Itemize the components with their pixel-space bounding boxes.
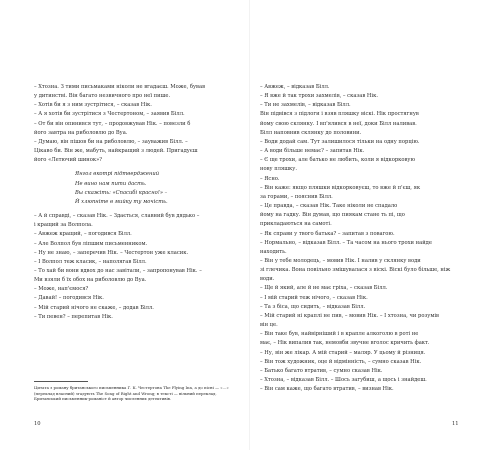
- text-line: – От би він опинився тут, – продовжував Нік. – повезли б: [34, 120, 191, 127]
- text-line: йому на гадку. Він думав, що пиякам стане ть пі, що: [260, 212, 405, 219]
- text-line: води.: [260, 276, 275, 283]
- text-line: – І Волпол теж класик, – наполягав Білл.: [34, 258, 147, 265]
- text-line: зі глечика. Вона повільно змішувалася з віскі. Віскі було більше, ніж: [260, 267, 451, 274]
- page-number-right: 11: [452, 421, 459, 427]
- text-line: – Ну, він же лікар. А мій старий – маляр. У цьому й різниця.: [260, 349, 426, 356]
- poem-line: Янгол вкотрі підтверджений: [75, 171, 160, 178]
- text-line: Ми взяли б їх обох на риболовлю до Вуа.: [34, 277, 147, 284]
- text-line: він це.: [260, 322, 278, 329]
- text-line: – Ясно.: [260, 175, 280, 182]
- left-page-text: [34, 83, 235, 322]
- right-page-text: [260, 83, 456, 394]
- text-line: – А я хотів би зустрітися з Честертоном, – заявив Білл.: [34, 111, 185, 118]
- poem-line: Вы скажіть: «Спасибі красно!» –: [75, 189, 168, 196]
- text-line: – Давай! – погодився Нік.: [34, 295, 104, 302]
- text-line: – Ну не знаю, – заперечив Нік. – Честертон уже класик.: [34, 249, 189, 256]
- text-line: нову пляшку.: [260, 166, 297, 173]
- poem-line: Не вино нам пити дасть.: [75, 180, 147, 187]
- text-line: – Я вже й так трохи захмелів, – сказав Нік.: [260, 93, 378, 100]
- text-line: йому свою склянку. І вп'ялився в неї, доки Білл наливав.: [260, 120, 417, 127]
- text-line: – Ти певен? – перепитав Нік.: [34, 313, 113, 320]
- text-line: – Він каже: якщо пляшки відкорковуєш, то вже й п'єш, як: [260, 184, 421, 191]
- text-line: – Думаю, він пішов би на риболовлю, – зауважив Білл. –: [34, 138, 188, 145]
- text-line: – Він у тебе молодець, – мовив Нік. І налив у склянку води: [260, 257, 421, 264]
- text-line: у дитинстві. Він багато незвичного про неї пише.: [34, 93, 171, 100]
- text-line: його завтра на риболовлю до Вуа.: [34, 129, 128, 136]
- text-line: – Він таке був, найвірніший і в крапле алкоголю в роті не: [260, 331, 419, 338]
- text-line: – Мій старий нічого не скаже, – додав Білл.: [34, 304, 154, 311]
- text-line: – Батько багато втратив, – сумно сказав Нік.: [260, 367, 383, 374]
- text-line: – Та з біса, що сидить, – відказав Білл.: [260, 303, 366, 310]
- text-line: має, – Нік випалив так, немовби звучне вголос кричить факт.: [260, 340, 430, 347]
- text-line: прикладаються на самоті.: [260, 221, 332, 228]
- page-number-left: 10: [34, 421, 41, 427]
- text-line: – Нормально, – відказав Білл. – Та часом на нього трохи найде: [260, 239, 432, 246]
- footnote-text: Цитата з роману британського письменника Г. К. Честертона The Flying Inn, а до пісні — «...» (переклад власний) згадують The Song of Right and Wrong; в тексті — вільний переклад. Британський письменник-романіст й автор численних детективів.: [34, 385, 229, 402]
- text-line: – Хтозна. З тими письмаками ніколи не вгадаєш. Може, бував: [34, 84, 205, 90]
- text-line: – Є ще трохи, але батько не любить, коли я відкорковую: [260, 157, 415, 164]
- text-line: – А й справді, – сказав Нік. – Здається, славний був дядько –: [34, 213, 200, 220]
- text-line: – Авжеж, – відказав Білл.: [260, 84, 330, 90]
- text-line: – Він сам каже, що багато втратив, – визнав Нік.: [260, 386, 394, 393]
- text-line: – А води більше немає? – запитав Нік.: [260, 148, 365, 155]
- text-line: – Ще й який, але й не має гріха, – сказав Білл.: [260, 285, 388, 292]
- text-line: Цікаво би. Він же, мабуть, найкращий з людей. Пригадуєш: [34, 148, 198, 155]
- text-line: – Хтозна, – відказав Білл. – Шось загубиш, а щось і знайдеш.: [260, 377, 427, 383]
- text-line: – Ти не захмелів, – відказав Білл.: [260, 102, 351, 109]
- text-line: – Але Волпол був ліпшим письменником.: [34, 240, 148, 247]
- text-line: за горами, – пояснив Білл.: [260, 193, 333, 200]
- footnote-rule: [34, 381, 88, 382]
- text-line: – То хай би вони вдвох до нас завітали, – запропонував Нік. –: [34, 267, 202, 274]
- text-line: Білл наповнив склянку до половини.: [260, 129, 362, 136]
- text-line: – Може, нап'ємося?: [34, 286, 89, 293]
- text-line: – Хотів би я з ним зустрітися, – сказав Нік.: [34, 102, 152, 109]
- poem-epigraph: [75, 170, 235, 207]
- text-line: – Авжеж кращий, – погодився Білл.: [34, 231, 132, 238]
- text-line: Він підвівся з підлоги і взяв пляшку віскі. Нік простягнув: [260, 111, 419, 118]
- footnote: [34, 385, 239, 402]
- text-line: – Він тож художник, оце й відмінність, – сумно сказав Нік.: [260, 358, 422, 365]
- text-line: – Це правда, – сказав Нік. Таке ніколи не спадало: [260, 203, 398, 210]
- text-line: – Води додай сам. Тут залишилося тільки на одну порцію.: [260, 138, 420, 145]
- poem-line: Й хлюпніте в мийку ту мочість.: [75, 198, 168, 205]
- text-line: – І мій старий теж нічого, – сказав Нік.: [260, 294, 368, 301]
- text-line: находить.: [260, 248, 287, 255]
- text-line: і кращий за Волпола.: [34, 222, 93, 229]
- right-page: [250, 0, 500, 450]
- text-line: – Мій старий ні краплі не пив, – мовив Нік. – І хтозна, чи розумів: [260, 312, 439, 319]
- text-line: його «Летючий шинок»?: [34, 157, 103, 164]
- text-line: – Як справи у твого батька? – запитав з повагою.: [260, 230, 395, 237]
